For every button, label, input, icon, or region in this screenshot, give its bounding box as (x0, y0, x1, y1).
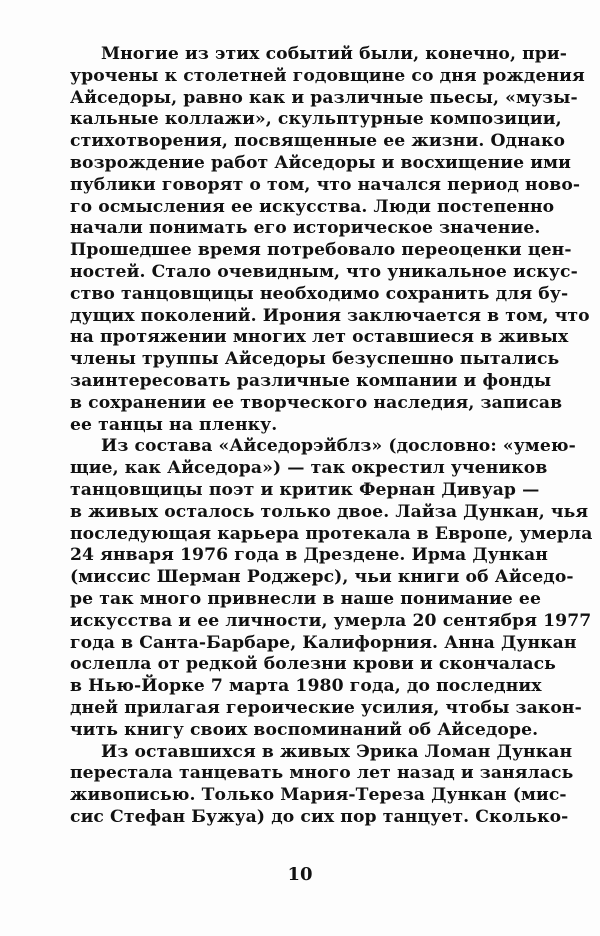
text-line: урочены к столетней годовщине со дня рождения (70, 65, 585, 86)
text-line: в живых осталось только двое. Лайза Дункан, чья (70, 501, 589, 522)
text-line: Айседоры, равно как и различные пьесы, «музы- (70, 87, 578, 108)
text-line: последующая карьера протекала в Европе, умерла (70, 523, 593, 544)
text-line: ослепла от редкой болезни крови и скончалась (70, 654, 556, 675)
page-body (70, 44, 593, 829)
text-line: члены труппы Айседоры безуспешно пытались (70, 349, 560, 370)
text-line: кальные коллажи», скульптурные композиции, (70, 109, 562, 130)
text-line: дней прилагая героические усилия, чтобы закон- (70, 697, 582, 718)
text-line: в сохранении ее творческого наследия, записав (70, 392, 563, 413)
text-line: чить книгу своих воспоминаний об Айседоре. (70, 719, 539, 740)
text-line: искусства и ее личности, умерла 20 сентября 1977 (70, 610, 592, 631)
page-number: 10 (287, 864, 313, 885)
paragraph-first-line: Из оставшихся в живых Эрика Ломан Дункан (101, 741, 573, 762)
paragraph-first-line: Многие из этих событий были, конечно, при- (101, 44, 568, 64)
text-line: заинтересовать различные компании и фонды (70, 370, 552, 391)
text-line: года в Санта-Барбаре, Калифорния. Анна Дункан (70, 632, 577, 653)
text-line: стихотворения, посвященные ее жизни. Однако (70, 131, 566, 152)
text-line: ство танцовщицы необходимо сохранить для бу- (70, 283, 569, 304)
text-line: 24 января 1976 года в Дрездене. Ирма Дункан (70, 545, 548, 566)
text-line: в Нью-Йорке 7 марта 1980 года, до последних (70, 676, 542, 697)
text-line: на протяжении многих лет оставшиеся в живых (70, 327, 569, 348)
text-line: (миссис Шерман Роджерс), чьи книги об Айседо- (70, 567, 574, 588)
text-line: дущих поколений. Ирония заключается в том, что (70, 305, 590, 326)
text-line: живописью. Только Мария-Тереза Дункан (мис- (70, 785, 567, 806)
text-line: щие, как Айседора») — так окрестил учеников (70, 458, 548, 479)
text-line: го осмысления ее искусства. Люди постепенно (70, 196, 555, 217)
text-line: ее танцы на пленку. (70, 414, 278, 435)
text-line: танцовщицы поэт и критик Фернан Дивуар — (70, 479, 540, 500)
text-line: перестала танцевать много лет назад и занялась (70, 763, 574, 784)
text-line: ностей. Стало очевидным, что уникальное искус- (70, 261, 578, 282)
text-line: начали понимать его историческое значение. (70, 218, 541, 239)
text-line: ре так много привнесли в наше понимание ее (70, 588, 541, 609)
text-line: сис Стефан Бужуа) до сих пор танцует. Сколько- (70, 806, 569, 827)
paragraph-first-line: Из состава «Айседорэйблз» (дословно: «умею- (101, 436, 576, 457)
text-line: публики говорят о том, что начался период ново- (70, 174, 581, 195)
text-line: возрождение работ Айседоры и восхищение ими (70, 152, 571, 173)
text-line: Прошедшее время потребовало переоценки цен- (70, 240, 572, 261)
